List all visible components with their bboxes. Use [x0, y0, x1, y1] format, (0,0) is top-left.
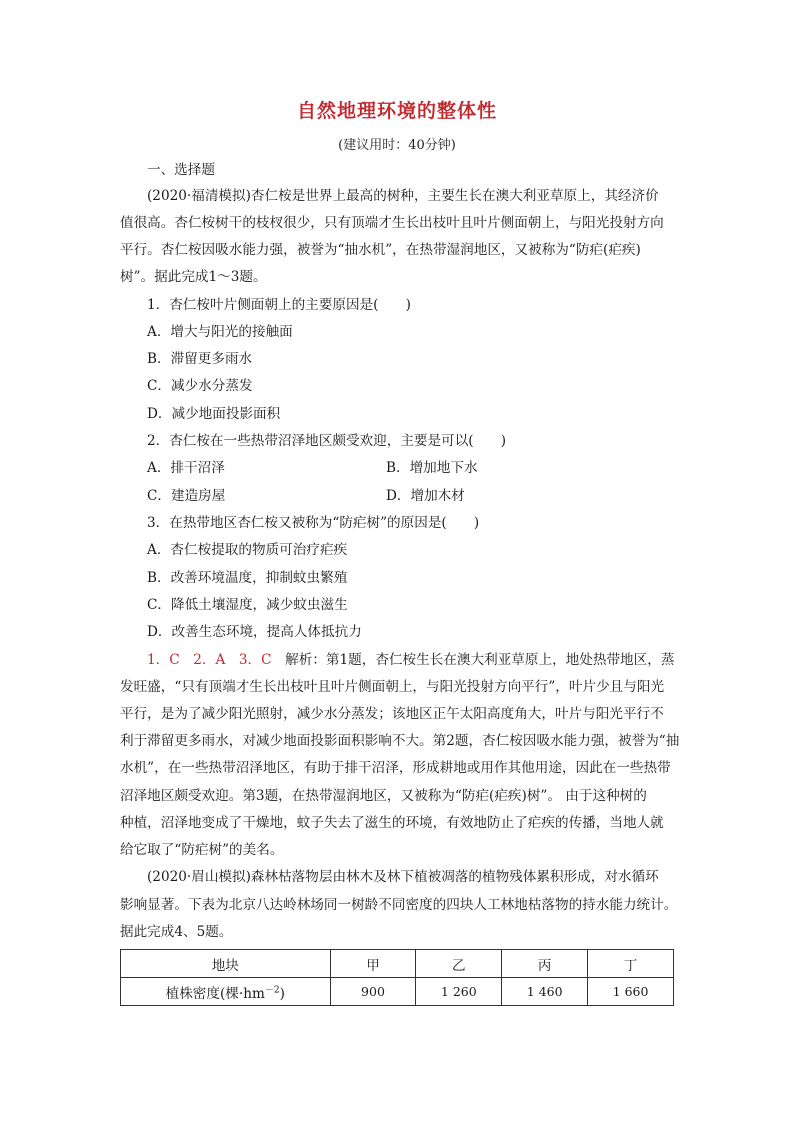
analysis-line: 沼泽地区颇受欢迎。第3题，在热带湿润地区，又被称为“防疟(疟疾)树”。 由于这种树的	[120, 788, 647, 804]
question-2-stem: 2．杏仁桉在一些热带沼泽地区颇受欢迎，主要是可以( )	[147, 433, 507, 449]
q1-option-a: A．增大与阳光的接触面	[147, 324, 293, 340]
table-cell: 1 460	[502, 978, 588, 1006]
table-header: 丁	[588, 950, 674, 978]
q1-option-b: B．滞留更多雨水	[147, 351, 253, 367]
section-heading: 一、选择题	[147, 162, 215, 178]
table-cell: 1 260	[416, 978, 502, 1006]
q3-option-a: A．杏仁桉提取的物质可治疗疟疾	[147, 542, 348, 558]
time-suggestion: (建议用时：40分钟)	[338, 138, 456, 153]
table-cell: 900	[330, 978, 416, 1006]
passage1-line: 值很高。杏仁桉树干的枝杈很少，只有顶端才生长出枝叶且叶片侧面朝上，与阳光投射方向	[120, 215, 664, 231]
q1-option-d: D．减少地面投影面积	[147, 406, 281, 422]
table-header: 乙	[416, 950, 502, 978]
table-header: 丙	[502, 950, 588, 978]
q2-option-a: A．排干沼泽	[147, 460, 225, 476]
table-cell: 1 660	[588, 978, 674, 1006]
question-3-stem: 3．在热带地区杏仁桉又被称为“防疟树”的原因是( )	[147, 515, 480, 531]
passage1-line: (2020·福清模拟)杏仁桉是世界上最高的树种，主要生长在澳大利亚草原上，其经济价	[147, 188, 659, 204]
q2-option-b: B．增加地下水	[386, 460, 478, 476]
analysis-line: 发旺盛，“只有顶端才生长出枝叶且叶片侧面朝上，与阳光投射方向平行”，叶片少且与阳光	[120, 679, 665, 695]
analysis-label: 解析：	[285, 652, 326, 668]
table-header: 地块	[121, 950, 331, 978]
analysis-line: 水机”，在一些热带沼泽地区，有助于排干沼泽，形成耕地或用作其他用途，因此在一些热带	[120, 760, 671, 776]
q3-option-d: D．改善生态环境，提高人体抵抗力	[147, 624, 362, 640]
passage1-line: 树”。据此完成1～3题。	[120, 269, 267, 285]
question-1-stem: 1．杏仁桉叶片侧面朝上的主要原因是( )	[147, 297, 411, 313]
answer-key: 1．C 2．A 3．C	[147, 652, 272, 668]
page-title: 自然地理环境的整体性	[296, 100, 497, 122]
analysis-line: 种植，沼泽地变成了干燥地，蚊子失去了滋生的环境，有效地防止了疟疾的传播，当地人就	[120, 815, 664, 831]
table-header: 甲	[330, 950, 416, 978]
analysis-text: 第1题，杏仁桉生长在澳大利亚草原上，地处热带地区，蒸	[325, 652, 675, 668]
q2-option-d: D．增加木材	[386, 488, 465, 504]
q2-option-c: C．建造房屋	[147, 488, 226, 504]
passage2-line: 据此完成4、5题。	[120, 924, 233, 940]
passage1-line: 平行。杏仁桉因吸水能力强，被誉为“抽水机”，在热带湿润地区，又被称为“防疟(疟疾)	[120, 242, 641, 258]
passage2-line: 影响显著。下表为北京八达岭林场同一树龄不同密度的四块人工林地枯落物的持水能力统计。	[120, 897, 678, 913]
q3-option-b: B．改善环境温度，抑制蚊虫繁殖	[147, 570, 348, 586]
table-header-row	[121, 950, 674, 978]
row-label: 植株密度(棵$\cdot hm^{-2}$)	[121, 978, 331, 1006]
q3-option-c: C．降低土壤湿度，减少蚊虫滋生	[147, 597, 348, 613]
passage2-line: (2020·眉山模拟)森林枯落物层由林木及林下植被凋落的植物残体累积形成，对水循环	[147, 869, 659, 885]
analysis-line: 平行，是为了减少阳光照射，减少水分蒸发；该地区正午太阳高度角大，叶片与阳光平行不	[120, 706, 664, 722]
q1-option-c: C．减少水分蒸发	[147, 378, 253, 394]
table-row	[121, 978, 674, 1006]
data-table	[120, 949, 674, 1006]
analysis-line: 给它取了“防疟树”的美名。	[120, 842, 284, 858]
analysis-line: 利于滞留更多雨水，对减少地面投影面积影响不大。第2题，杏仁桉因吸水能力强，被誉为“抽	[120, 733, 680, 749]
answer-first-line	[147, 651, 674, 669]
